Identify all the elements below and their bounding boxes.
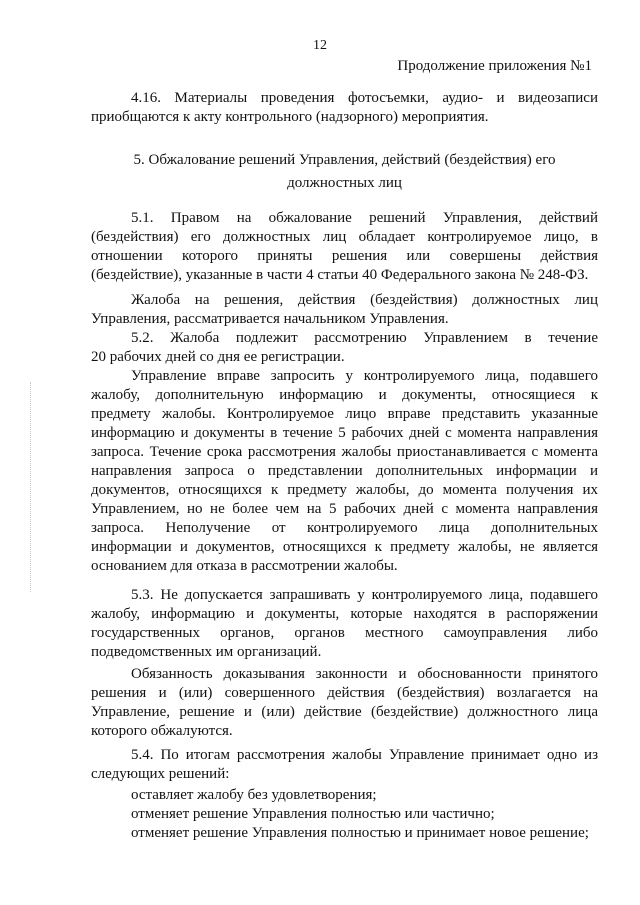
paragraph-5-3 (91, 586, 598, 662)
text-line: Управления, рассматривается начальником Управления. (91, 311, 449, 327)
margin-mark (30, 382, 35, 592)
paragraph-5-4 (91, 746, 598, 784)
list-item: отменяет решение Управления полностью и принимает новое решение; (131, 825, 589, 841)
text-line: информацию и документы в течение 5 рабочих дней с момента направления (91, 425, 598, 441)
text-line: подведомственных им организаций. (91, 644, 322, 660)
text-line: жалобу, дополнительную информацию и документы, относящиеся к (91, 387, 598, 403)
text-line: следующих решений: (91, 766, 230, 782)
text-line: Управлением, но не более чем на 5 рабочих дней с момента направления (91, 501, 598, 517)
paragraph-5-1 (91, 209, 598, 285)
paragraph-5-3-burden (91, 665, 598, 741)
text-line: направления запроса о представлении дополнительных информации и (91, 463, 598, 479)
paragraph-5-1-complaint (91, 291, 598, 329)
paragraph-4-16 (91, 89, 598, 127)
text-line: предмету жалобы. Контролируемое лицо вправе представить указанные (91, 406, 598, 422)
text-line: 5.3. Не допускается запрашивать у контролируемого лица, подавшего (131, 587, 598, 603)
list-item: оставляет жалобу без удовлетворения; (131, 787, 377, 803)
text-line: Жалоба на решения, действия (бездействия) должностных лиц (131, 292, 598, 308)
text-line: информации и документов, относящихся к предмету жалобы, не является (91, 539, 598, 555)
text-line: 5.4. По итогам рассмотрения жалобы Управление принимает одно из (131, 747, 598, 763)
page-number: 12 (313, 38, 327, 53)
text-line: которого обжалуются. (91, 723, 233, 739)
text-line: отношении которого приняты решения или совершены действия (91, 248, 598, 264)
text-line: запроса. Течение срока рассмотрения жалобы приостанавливается с момента (91, 444, 598, 460)
text-line: запроса. Неполучение от контролируемого лица дополнительных (91, 520, 598, 536)
heading-line: должностных лиц (287, 175, 402, 191)
text-line: основанием для отказа в рассмотрении жалобы. (91, 558, 398, 574)
text-line: Управление вправе запросить у контролируемого лица, подавшего (131, 368, 598, 384)
text-line: решения и (или) совершенного действия (бездействия) возлагается на (91, 685, 598, 701)
paragraph-5-2 (91, 329, 598, 367)
text-line: документов, относящихся к предмету жалобы, до момента получения их (91, 482, 598, 498)
text-line: 4.16. Материалы проведения фотосъемки, аудио- и видеозаписи (131, 90, 598, 106)
paragraph-5-2-request (91, 367, 598, 576)
list-item: отменяет решение Управления полностью или частично; (131, 806, 495, 822)
text-line: жалобу, информацию и документы, которые находятся в распоряжении (91, 606, 598, 622)
section-5-heading (91, 149, 598, 195)
decision-list (91, 786, 598, 843)
text-line: Обязанность доказывания законности и обоснованности принятого (131, 666, 598, 682)
text-line: приобщаются к акту контрольного (надзорного) мероприятия. (91, 109, 489, 125)
text-line: Управление, решение и (или) действие (бездействие) должностного лица (91, 704, 598, 720)
text-line: 5.1. Правом на обжалование решений Управления, действий (131, 210, 598, 226)
text-line: государственных органов, органов местного самоуправления либо (91, 625, 598, 641)
heading-line: 5. Обжалование решений Управления, действий (бездействия) его (133, 152, 556, 168)
appendix-continuation-label: Продолжение приложения №1 (397, 58, 592, 74)
text-line: (бездействие), указанные в части 4 статьи 40 Федерального закона № 248-ФЗ. (91, 267, 589, 283)
text-line: (бездействия) его должностных лиц обладает контролируемое лицо, в (91, 229, 598, 245)
text-line: 20 рабочих дней со дня ее регистрации. (91, 349, 345, 365)
text-line: 5.2. Жалоба подлежит рассмотрению Управлением в течение (131, 330, 598, 346)
